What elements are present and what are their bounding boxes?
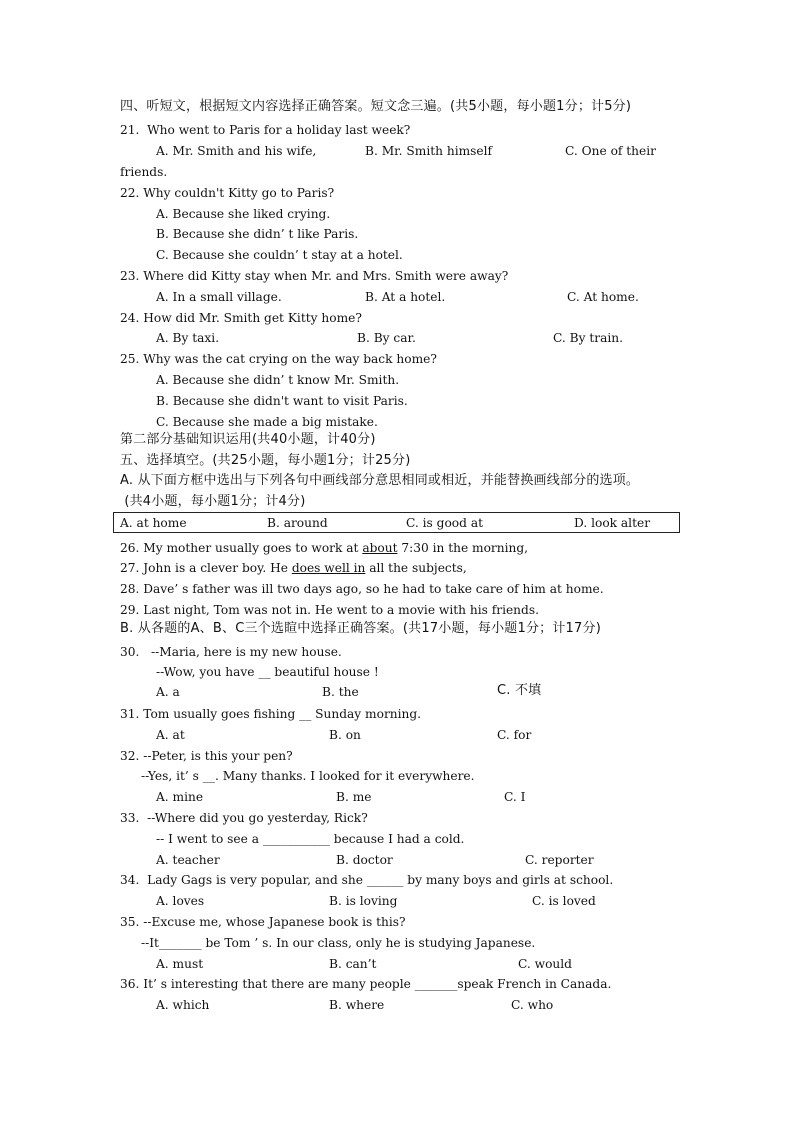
- question-24-option-b: B. By car.: [357, 331, 416, 345]
- question-35-option-c: C. would: [518, 957, 572, 971]
- question-28: 28. Dave’ s father was ill two days ago, so he had to take care of him at home.: [120, 582, 604, 596]
- question-35-option-a: A. must: [156, 957, 204, 971]
- question-23-option-b: B. At a hotel.: [365, 290, 446, 304]
- part2-heading: 第二部分基础知识运用(共40小题，计40分): [120, 432, 376, 447]
- question-21-stem: 21. Who went to Paris for a holiday last week?: [120, 123, 411, 137]
- question-21-option-c: C. One of their: [565, 144, 656, 158]
- question-36-stem: 36. It’ s interesting that there are many people _______speak French in Canada.: [120, 977, 612, 991]
- question-30-option-c: C. 不填: [497, 683, 542, 698]
- question-30-option-a: A. a: [156, 685, 180, 699]
- question-21-option-b: B. Mr. Smith himself: [365, 144, 493, 158]
- question-25-option-c: C. Because she made a big mistake.: [156, 415, 378, 429]
- question-35-line2: --It_______ be Tom ’ s. In our class, only he is studying Japanese.: [141, 936, 536, 950]
- box-option-b: B. around: [267, 516, 328, 530]
- question-24-option-a: A. By taxi.: [156, 331, 220, 345]
- section4-heading: 四、听短文，根据短文内容选择正确答案。短文念三遍。(共5小题，每小题1分；计5分): [120, 99, 632, 114]
- question-32-line2: --Yes, it’ s __. Many thanks. I looked for it everywhere.: [141, 769, 475, 783]
- question-33-line2: -- I went to see a ___________ because I had a cold.: [156, 832, 465, 846]
- question-30-option-b: B. the: [322, 685, 359, 699]
- question-36-option-a: A. which: [156, 998, 210, 1012]
- question-23-stem: 23. Where did Kitty stay when Mr. and Mrs. Smith were away?: [120, 269, 509, 283]
- question-32-option-b: B. me: [336, 790, 372, 804]
- question-27-pre: 27. John is a clever boy. He: [120, 561, 292, 575]
- question-25-option-b: B. Because she didn't want to visit Paris.: [156, 394, 408, 408]
- part-b-heading: B. 从各题的A、B、C三个选睻中选择正确答案。(共17小题，每小题1分；计17分): [120, 621, 601, 636]
- question-34-option-c: C. is loved: [532, 894, 596, 908]
- question-34-option-a: A. loves: [156, 894, 205, 908]
- question-32-option-a: A. mine: [156, 790, 204, 804]
- part-a-heading: A. 从下面方框中选出与下列各句中画线部分意思相同或相近，并能替换画线部分的选项。: [120, 473, 640, 488]
- question-26: [120, 540, 528, 556]
- question-24-option-c: C. By train.: [553, 331, 623, 345]
- question-32-line1: 32. --Peter, is this your pen?: [120, 749, 293, 763]
- question-21-option-c-cont: friends.: [120, 165, 168, 179]
- question-33-option-c: C. reporter: [525, 853, 594, 867]
- question-27: [120, 560, 467, 576]
- question-23-option-c: C. At home.: [567, 290, 639, 304]
- question-25-option-a: A. Because she didn’ t know Mr. Smith.: [156, 373, 400, 387]
- question-33-option-a: A. teacher: [156, 853, 220, 867]
- question-35-line1: 35. --Excuse me, whose Japanese book is this?: [120, 915, 406, 929]
- question-31-stem: 31. Tom usually goes fishing __ Sunday morning.: [120, 707, 422, 721]
- box-option-a: A. at home: [120, 516, 187, 530]
- question-30-line1: 30. --Maria, here is my new house.: [120, 645, 342, 659]
- question-26-pre: 26. My mother usually goes to work at: [120, 541, 363, 555]
- question-33-line1: 33. --Where did you go yesterday, Rick?: [120, 811, 368, 825]
- box-option-d: D. look alter: [574, 516, 651, 530]
- option-box: [113, 512, 680, 533]
- question-31-option-b: B. on: [329, 728, 361, 742]
- question-22-stem: 22. Why couldn't Kitty go to Paris?: [120, 186, 335, 200]
- question-29: 29. Last night, Tom was not in. He went to a movie with his friends.: [120, 603, 539, 617]
- question-32-option-c: C. I: [504, 790, 526, 804]
- question-26-post: 7:30 in the morning,: [397, 541, 529, 555]
- question-36-option-c: C. who: [511, 998, 554, 1012]
- question-22-option-c: C. Because she couldn’ t stay at a hotel.: [156, 248, 403, 262]
- box-option-c: C. is good at: [406, 516, 483, 530]
- question-33-option-b: B. doctor: [336, 853, 393, 867]
- section5-heading: 五、选择填空。(共25小题，每小题1分；计25分): [120, 453, 411, 468]
- question-31-option-c: C. for: [497, 728, 532, 742]
- question-27-underlined: does well in: [291, 561, 366, 575]
- question-24-stem: 24. How did Mr. Smith get Kitty home?: [120, 311, 362, 325]
- question-30-line2: --Wow, you have __ beautiful house !: [156, 665, 379, 679]
- part-a-heading-scoring: (共4小题，每小题1分；计4分): [120, 494, 306, 509]
- question-35-option-b: B. can’t: [329, 957, 377, 971]
- question-34-stem: 34. Lady Gags is very popular, and she ______ by many boys and girls at school.: [120, 873, 614, 887]
- question-36-option-b: B. where: [329, 998, 385, 1012]
- question-25-stem: 25. Why was the cat crying on the way back home?: [120, 352, 437, 366]
- question-21-option-a: A. Mr. Smith and his wife,: [156, 144, 317, 158]
- question-27-post: all the subjects,: [365, 561, 467, 575]
- question-22-option-b: B. Because she didn’ t like Paris.: [156, 227, 359, 241]
- question-22-option-a: A. Because she liked crying.: [156, 207, 331, 221]
- question-31-option-a: A. at: [156, 728, 185, 742]
- question-23-option-a: A. In a small village.: [156, 290, 282, 304]
- question-34-option-b: B. is loving: [329, 894, 398, 908]
- question-26-underlined: about: [362, 541, 398, 555]
